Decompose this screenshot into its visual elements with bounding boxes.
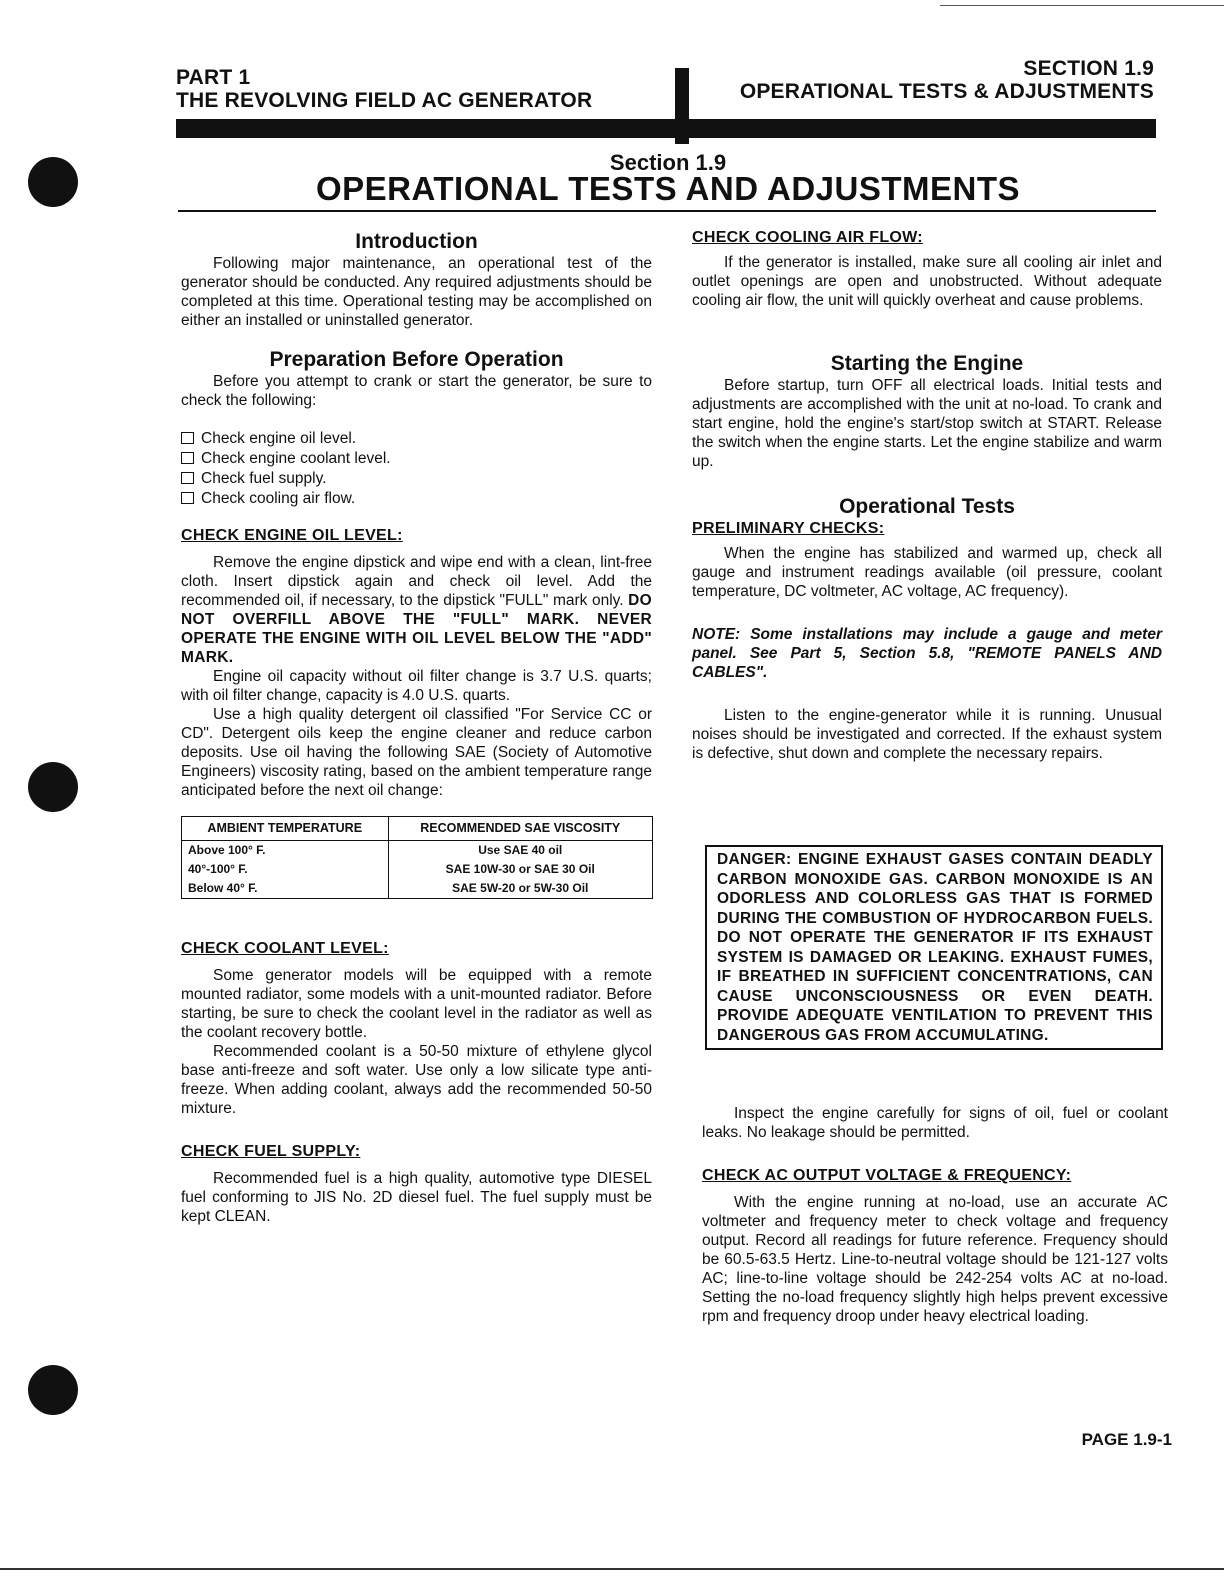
table-cell: SAE 5W-20 or 5W-30 Oil bbox=[388, 879, 653, 899]
coolant-text-1: Some generator models will be equipped with a remote mounted radiator, some models with a unit-mounted radiator. Before starting, be sure to check the coolant level in the radiator as well as the coolant recovery bottle. bbox=[181, 967, 652, 1041]
checklist-item[interactable] bbox=[181, 468, 652, 488]
table-cell: Above 100° F. bbox=[182, 841, 389, 861]
coolant-heading: CHECK COOLANT LEVEL: bbox=[181, 940, 389, 957]
right-column bbox=[692, 228, 1162, 763]
introduction-text: Following major maintenance, an operational test of the generator should be conducted. Any required adjustments should be completed at this time. Operational testing may be accomplished on either an installed or uninstalled generator. bbox=[181, 255, 652, 329]
ac-output-text: With the engine running at no-load, use an accurate AC voltmeter and frequency meter to check voltage and frequency output. Record all readings for future reference. Frequency should be 60.5-63.5 Hertz. Line-to-neutral voltage should be 121-127 volts AC; line-to-line voltage should be 242-254 volts AC at no-load. Setting the no-load frequency slightly high helps prevent excessive rpm and frequency droop under heavy electrical loading. bbox=[702, 1194, 1168, 1325]
checklist-item[interactable] bbox=[181, 448, 652, 468]
checklist-label: Check engine oil level. bbox=[201, 429, 357, 447]
preparation-heading: Preparation Before Operation bbox=[269, 348, 564, 371]
title-underline bbox=[178, 210, 1156, 212]
engine-oil-instructions: Remove the engine dipstick and wipe end with a clean, lint-free cloth. Insert dipstick again and check oil level. Add the recommended oil, if necessary, to the dipstick "FULL" mark only. bbox=[181, 554, 652, 609]
header-part-number: PART 1 bbox=[176, 66, 251, 89]
ac-output-heading: CHECK AC OUTPUT VOLTAGE & FREQUENCY: bbox=[702, 1167, 1072, 1184]
preliminary-checks-text: When the engine has stabilized and warmed up, check all gauge and instrument readings available (oil pressure, coolant temperature, DC voltmeter, AC voltage, AC frequency). bbox=[692, 545, 1162, 600]
engine-oil-warning: DO NOT OVERFILL ABOVE THE "FULL" MARK. NEVER OPERATE THE ENGINE WITH OIL LEVEL BELOW THE "ADD" MARK. bbox=[181, 592, 652, 666]
engine-oil-heading: CHECK ENGINE OIL LEVEL: bbox=[181, 527, 403, 544]
engine-oil-type: Use a high quality detergent oil classified "For Service CC or CD". Detergent oils keep the engine cleaner and reduce carbon deposits. Use oil having the following SAE (Society of Automotive Engineers) viscosity rating, based on the ambient temperature range anticipated before the next oil change: bbox=[181, 706, 652, 799]
table-cell: Use SAE 40 oil bbox=[388, 841, 653, 861]
table-cell: SAE 10W-30 or SAE 30 Oil bbox=[388, 860, 653, 879]
punch-hole-bottom bbox=[28, 1365, 78, 1415]
starting-engine-text: Before startup, turn OFF all electrical loads. Initial tests and adjustments are accomplished with the unit at no-load. To crank and start engine, hold the engine's start/stop switch at START. Release the switch when the engine starts. Let the engine stabilize and warm up. bbox=[692, 377, 1162, 470]
header-section bbox=[694, 57, 1154, 103]
table-row bbox=[182, 879, 653, 899]
checkbox-icon[interactable] bbox=[181, 472, 194, 484]
checklist-label: Check fuel supply. bbox=[201, 469, 327, 487]
danger-warning-box: DANGER: ENGINE EXHAUST GASES CONTAIN DEADLY CARBON MONOXIDE GAS. CARBON MONOXIDE IS AN ODORLESS AND COLORLESS GAS THAT IS FORMED DURING THE COMBUSTION OF HYDROCARBON FUELS. DO NOT OPERATE THE GENERATOR IF ITS EXHAUST SYSTEM IS DAMAGED OR LEAKING. EXHAUST FUMES, IF BREATHED IN SUFFICIENT CONCENTRATIONS, CAN CAUSE UNCONSCIOUSNESS OR EVEN DEATH. PROVIDE ADEQUATE VENTILATION TO PREVENT THIS DANGEROUS GAS FROM ACCUMULATING. bbox=[705, 845, 1163, 1050]
header-part-title: THE REVOLVING FIELD AC GENERATOR bbox=[176, 89, 593, 112]
table-header-viscosity: RECOMMENDED SAE VISCOSITY bbox=[388, 817, 653, 841]
checklist-item[interactable] bbox=[181, 428, 652, 448]
checklist bbox=[181, 428, 652, 508]
table-row bbox=[182, 841, 653, 861]
fuel-text: Recommended fuel is a high quality, automotive type DIESEL fuel conforming to JIS No. 2D diesel fuel. The fuel supply must be kept CLEAN. bbox=[181, 1170, 652, 1225]
coolant-text-2: Recommended coolant is a 50-50 mixture of ethylene glycol base anti-freeze and soft water. Use only a low silicate type anti-freeze. When adding coolant, always add the recommended 50-50 mixture. bbox=[181, 1043, 652, 1117]
header-rule bbox=[176, 119, 1156, 138]
preparation-text: Before you attempt to crank or start the generator, be sure to check the following: bbox=[181, 373, 652, 409]
table-header-temperature: AMBIENT TEMPERATURE bbox=[182, 817, 389, 841]
table-row bbox=[182, 860, 653, 879]
table-cell: Below 40° F. bbox=[182, 879, 389, 899]
introduction-heading: Introduction bbox=[355, 230, 478, 253]
punch-hole-middle bbox=[28, 762, 78, 812]
scan-edge-line bbox=[940, 5, 1224, 6]
checklist-label: Check engine coolant level. bbox=[201, 449, 391, 467]
table-cell: 40°-100° F. bbox=[182, 860, 389, 879]
cooling-air-heading: CHECK COOLING AIR FLOW: bbox=[692, 229, 923, 246]
right-column-lower bbox=[702, 1104, 1168, 1326]
header-part bbox=[176, 66, 592, 112]
listen-text: Listen to the engine-generator while it is running. Unusual noises should be investigated and corrected. If the exhaust system is defective, shut down and complete the necessary repairs. bbox=[692, 707, 1162, 762]
operational-tests-heading: Operational Tests bbox=[839, 495, 1015, 518]
page-number: PAGE 1.9-1 bbox=[1081, 1430, 1172, 1449]
checkbox-icon[interactable] bbox=[181, 452, 194, 464]
page-title: OPERATIONAL TESTS AND ADJUSTMENTS bbox=[315, 170, 1021, 207]
table-header-row bbox=[182, 817, 653, 841]
checklist-item[interactable] bbox=[181, 488, 652, 508]
checkbox-icon[interactable] bbox=[181, 492, 194, 504]
note-text: NOTE: Some installations may include a gauge and meter panel. See Part 5, Section 5.8, "REMOTE PANELS AND CABLES". bbox=[692, 626, 1162, 681]
scan-bottom-line bbox=[0, 1568, 1224, 1570]
starting-engine-heading: Starting the Engine bbox=[830, 352, 1024, 375]
header-section-title: OPERATIONAL TESTS & ADJUSTMENTS bbox=[739, 80, 1154, 103]
inspect-text: Inspect the engine carefully for signs of oil, fuel or coolant leaks. No leakage should be permitted. bbox=[702, 1105, 1168, 1141]
viscosity-table bbox=[181, 816, 653, 899]
cooling-air-text: If the generator is installed, make sure all cooling air inlet and outlet openings are open and unobstructed. Without adequate cooling air flow, the unit will quickly overheat and cause problems. bbox=[692, 254, 1162, 309]
fuel-heading: CHECK FUEL SUPPLY: bbox=[181, 1143, 361, 1160]
preliminary-checks-heading: PRELIMINARY CHECKS: bbox=[692, 520, 885, 537]
header-section-number: SECTION 1.9 bbox=[1023, 57, 1154, 80]
section-label: Section 1.9 bbox=[609, 150, 727, 175]
engine-oil-capacity: Engine oil capacity without oil filter change is 3.7 U.S. quarts; with oil filter change, capacity is 4.0 U.S. quarts. bbox=[181, 668, 652, 704]
checklist-label: Check cooling air flow. bbox=[201, 489, 356, 507]
checkbox-icon[interactable] bbox=[181, 432, 194, 444]
punch-hole-top bbox=[28, 157, 78, 207]
engine-oil-text bbox=[181, 553, 652, 667]
left-column bbox=[181, 230, 652, 1226]
